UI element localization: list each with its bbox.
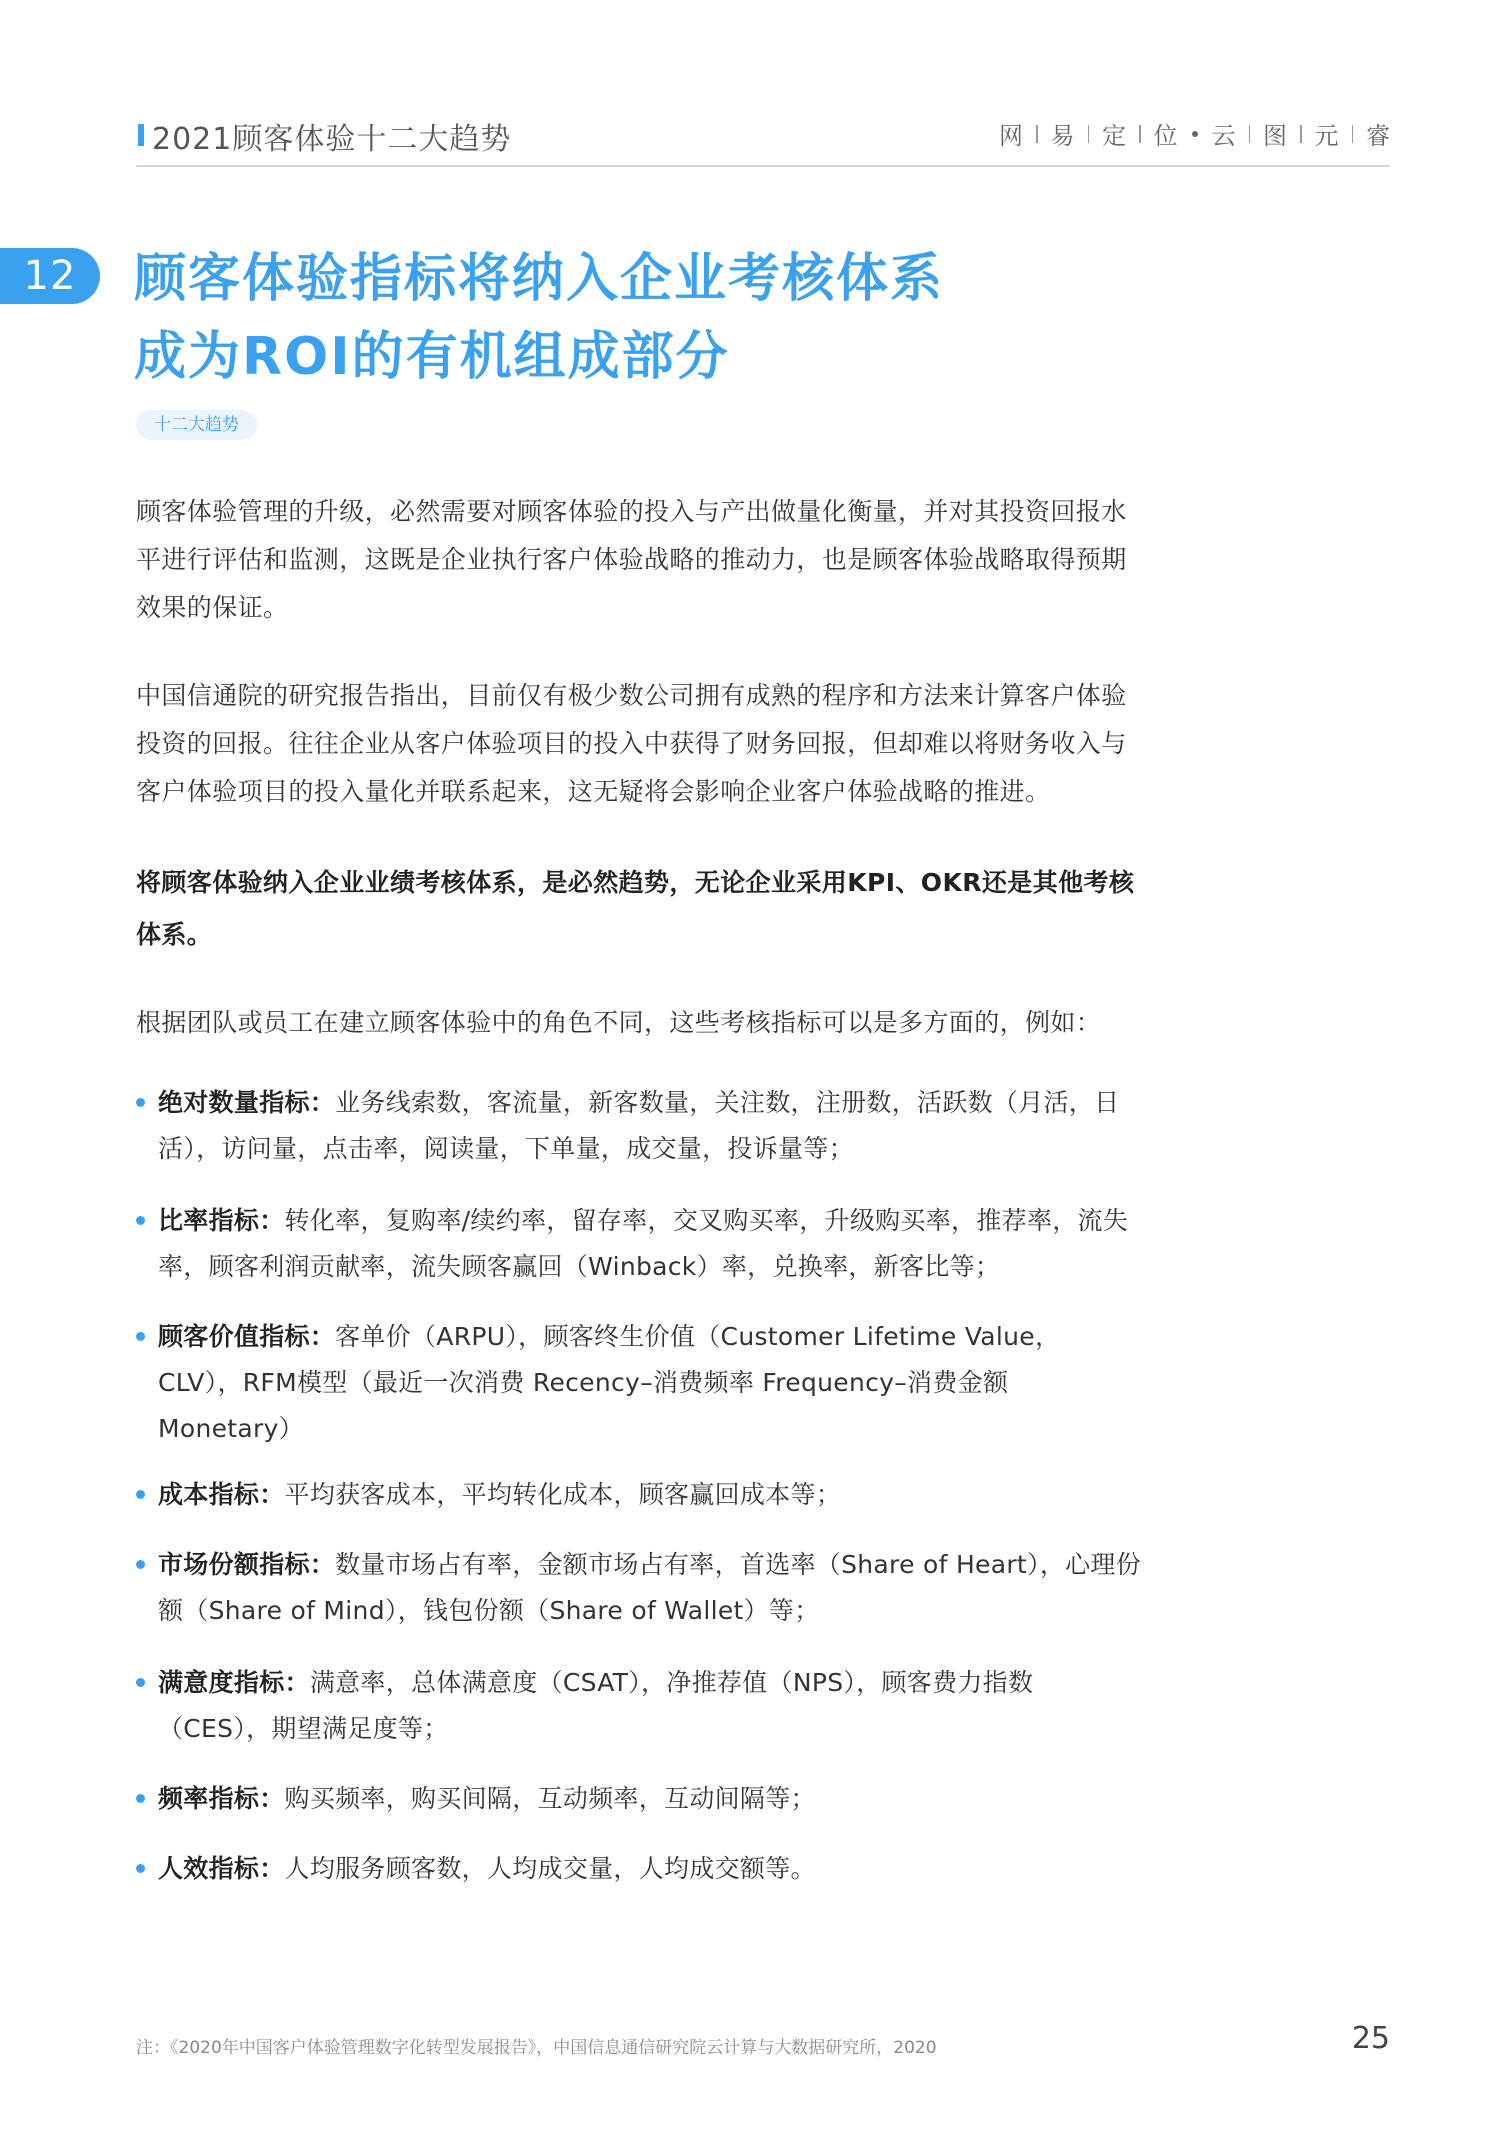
metric-text: 购买频率，购买间隔，互动频率，互动间隔等； xyxy=(284,1784,816,1813)
metric-label: 人效指标： xyxy=(158,1854,285,1883)
paragraph-list-intro: 根据团队或员工在建立顾客体验中的角色不同，这些考核指标可以是多方面的，例如： xyxy=(136,1008,1102,1037)
list-item xyxy=(134,1542,1144,1634)
list-item xyxy=(134,1776,1144,1822)
brand-char: 易 xyxy=(1050,122,1075,150)
brand-separator xyxy=(1300,125,1302,143)
section-title xyxy=(134,240,944,396)
brand-char: 图 xyxy=(1263,122,1287,150)
brand-separator xyxy=(1352,125,1354,143)
metric-label: 满意度指标： xyxy=(158,1668,310,1697)
brand-separator xyxy=(1036,125,1038,143)
metric-text: 满意率，总体满意度（CSAT），净推荐值（NPS），顾客费力指数（CES），期望满足度等； xyxy=(158,1668,1034,1743)
metrics-list xyxy=(134,1080,1144,1892)
list-item xyxy=(134,1472,1144,1518)
bullet-dot xyxy=(136,1794,145,1803)
bullet-dot xyxy=(136,1216,145,1225)
brand-char: 元 xyxy=(1314,122,1339,150)
section-title-line2: 成为ROI的有机组成部分 xyxy=(134,327,730,387)
page-number: 25 xyxy=(1351,2021,1390,2056)
metric-text: 客单价（ARPU），顾客终生价值（Customer Lifetime Value，CLV），RFM模型（最近一次消费 Recency–消费频率 Frequency–消费金额 Monetary） xyxy=(158,1322,1061,1443)
brand-char: 云 xyxy=(1211,122,1236,150)
section-title-line1: 顾客体验指标将纳入企业考核体系 xyxy=(134,249,945,309)
metric-label: 比率指标： xyxy=(158,1206,285,1235)
header-brand xyxy=(999,116,1390,151)
brand-separator xyxy=(1088,125,1090,143)
paragraph-emphasis: 将顾客体验纳入企业业绩考核体系，是必然趋势，无论企业采用KPI、OKR还是其他考核体系。 xyxy=(136,868,1135,949)
brand-char: 位 xyxy=(1153,122,1178,150)
paragraph-research: 中国信通院的研究报告指出，目前仅有极少数公司拥有成熟的程序和方法来计算客户体验投资的回报。往往企业从客户体验项目的投入中获得了财务回报，但却难以将财务收入与客户体验项目的投入量化并联系起来，这无疑将会影响企业客户体验战略的推进。 xyxy=(136,681,1127,806)
list-item xyxy=(134,1660,1144,1752)
section-number-badge: 12 xyxy=(0,248,100,304)
metric-label: 顾客价值指标： xyxy=(158,1322,336,1351)
list-item xyxy=(134,1314,1144,1452)
brand-dot xyxy=(1192,131,1198,137)
metric-text: 人均服务顾客数，人均成交量，人均成交额等。 xyxy=(284,1854,816,1883)
list-item xyxy=(134,1080,1144,1172)
metric-text: 转化率，复购率/续约率，留存率，交叉购买率，升级购买率，推荐率，流失率，顾客利润贡献率，流失顾客赢回（Winback）率，兑换率，新客比等； xyxy=(158,1206,1129,1281)
metric-text: 业务线索数，客流量，新客数量，关注数，注册数，活跃数（月活，日活），访问量，点击率，阅读量，下单量，成交量，投诉量等； xyxy=(158,1088,1120,1163)
brand-char: 定 xyxy=(1102,122,1126,150)
metric-label: 市场份额指标： xyxy=(158,1550,336,1579)
header-accent-bar xyxy=(138,124,144,146)
list-item xyxy=(134,1846,1144,1892)
section-tag: 十二大趋势 xyxy=(136,410,257,440)
metric-text: 平均获客成本，平均转化成本，顾客赢回成本等； xyxy=(284,1480,842,1509)
header-divider xyxy=(136,165,1390,167)
bullet-dot xyxy=(136,1332,145,1341)
bullet-dot xyxy=(136,1560,145,1569)
metric-label: 绝对数量指标： xyxy=(158,1088,336,1117)
paragraph-intro: 顾客体验管理的升级，必然需要对顾客体验的投入与产出做量化衡量，并对其投资回报水平进行评估和监测，这既是企业执行客户体验战略的推动力，也是顾客体验战略取得预期效果的保证。 xyxy=(136,497,1127,622)
metric-label: 成本指标： xyxy=(158,1480,285,1509)
brand-separator xyxy=(1139,125,1141,143)
bullet-dot xyxy=(136,1490,145,1499)
brand-char: 网 xyxy=(999,122,1023,150)
footnote: 注：《2020年中国客户体验管理数字化转型发展报告》，中国信息通信研究院云计算与大数据研究所，2020 xyxy=(136,2038,937,2058)
metric-label: 频率指标： xyxy=(158,1784,285,1813)
header-title: 2021顾客体验十二大趋势 xyxy=(152,122,512,157)
bullet-dot xyxy=(136,1098,145,1107)
bullet-dot xyxy=(136,1864,145,1873)
brand-separator xyxy=(1249,125,1251,143)
list-item xyxy=(134,1198,1144,1290)
bullet-dot xyxy=(136,1678,145,1687)
metric-text: 数量市场占有率，金额市场占有率，首选率（Share of Heart），心理份额（Share of Mind），钱包份额（Share of Wallet）等； xyxy=(158,1550,1142,1625)
brand-char: 睿 xyxy=(1366,122,1390,150)
